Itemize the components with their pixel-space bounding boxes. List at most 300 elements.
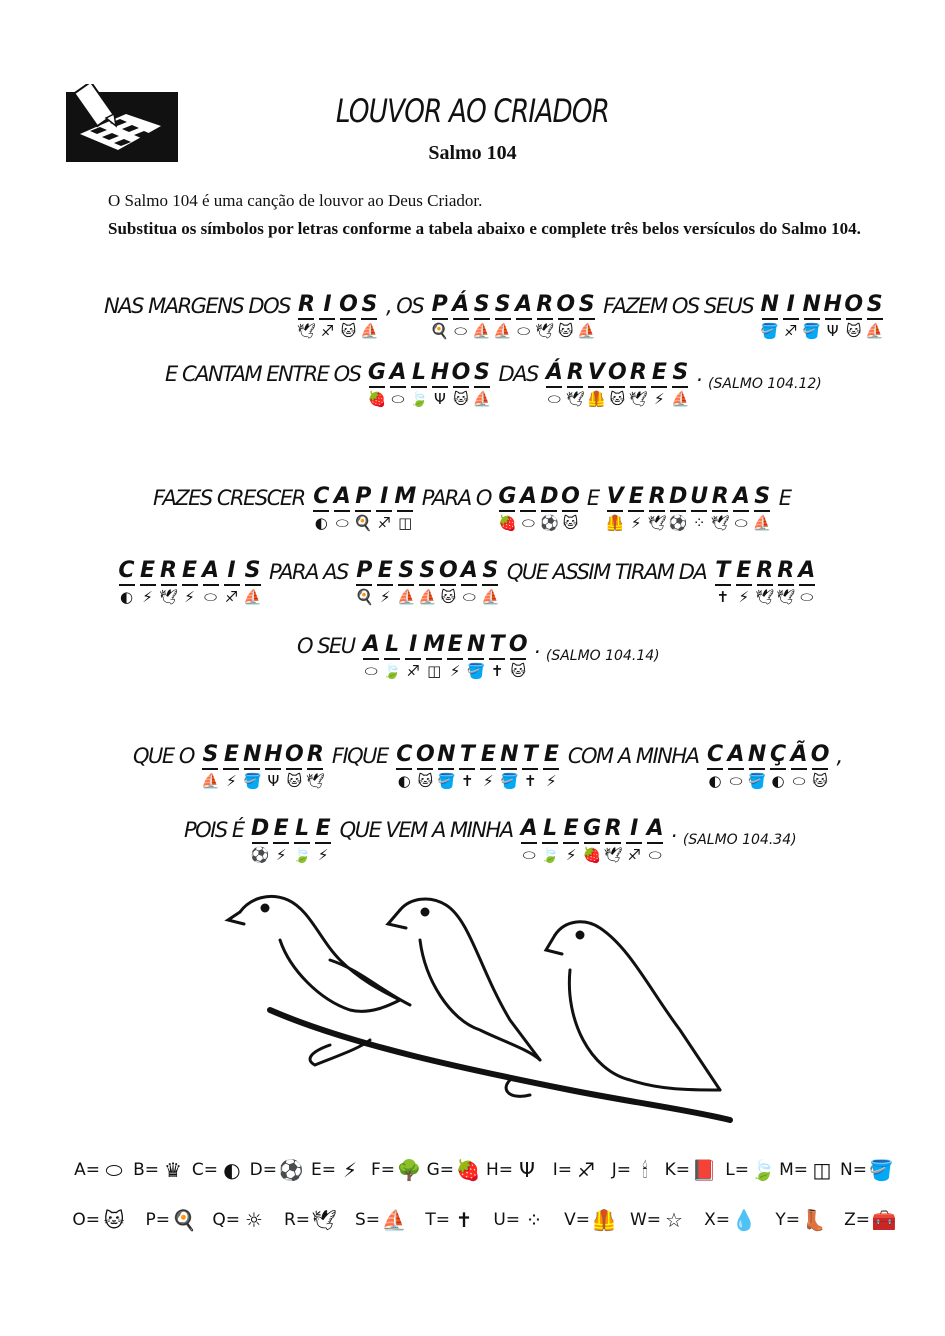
- cipher-symbol-icon: ⬭: [800, 588, 814, 606]
- cipher-word: [712, 558, 817, 606]
- answer-underline: [459, 768, 475, 770]
- cipher-letter-slot[interactable]: [471, 360, 492, 408]
- cipher-key-symbol-icon: 💧: [731, 1208, 757, 1232]
- cipher-symbol-icon: ◐: [314, 514, 328, 532]
- cipher-letter-slot[interactable]: [284, 742, 305, 790]
- cipher-symbol-icon: ⚽: [668, 514, 688, 532]
- answer-letter: E: [223, 742, 239, 767]
- cipher-key-symbol-icon: ✝: [455, 1208, 473, 1232]
- cipher-key-item: [247, 1158, 305, 1182]
- cipher-letter-slot[interactable]: [768, 742, 789, 790]
- cipher-key-item: [560, 1208, 618, 1232]
- cipher-symbol-icon: ⚡: [380, 588, 391, 606]
- cipher-letter-slot[interactable]: [520, 742, 541, 790]
- answer-letter: A: [727, 742, 745, 767]
- cipher-key-letter: H=: [485, 1160, 513, 1180]
- cipher-letter-slot[interactable]: [396, 558, 417, 606]
- answer-underline: [298, 318, 314, 320]
- cipher-symbol-icon: ⛵: [396, 588, 416, 606]
- answer-underline: [245, 584, 261, 586]
- cipher-letter-slot[interactable]: [670, 360, 691, 408]
- answer-underline: [319, 318, 335, 320]
- cipher-letter-slot[interactable]: [250, 816, 271, 864]
- cipher-key-letter: N=: [840, 1160, 867, 1180]
- answer-letter: H: [264, 742, 283, 767]
- answer-letter: N: [466, 632, 486, 657]
- cipher-letter-slot[interactable]: [508, 632, 529, 680]
- answer-underline: [419, 584, 435, 586]
- cipher-letter-slot[interactable]: [292, 816, 313, 864]
- cipher-letter-slot[interactable]: [539, 484, 560, 532]
- cipher-word: [759, 292, 885, 340]
- cipher-key-letter: V=: [564, 1210, 590, 1230]
- cipher-letter-slot[interactable]: [200, 742, 221, 790]
- cipher-symbol-icon: ⬭: [454, 322, 468, 340]
- cipher-letter-slot[interactable]: [305, 742, 326, 790]
- cipher-symbol-icon: 🕊: [535, 322, 555, 340]
- cipher-letter-slot[interactable]: [541, 742, 562, 790]
- answer-letter: R: [777, 558, 795, 583]
- cipher-key-item: [778, 1158, 836, 1182]
- verse-text: FAZES CRESCER: [153, 486, 305, 510]
- cipher-symbol-icon: ♐: [377, 514, 391, 532]
- answer-underline: [579, 318, 595, 320]
- answer-letter: O: [285, 742, 304, 767]
- cipher-symbol-icon: 🐱: [812, 772, 828, 790]
- cipher-letter-slot[interactable]: [759, 292, 780, 340]
- verse-text: .: [671, 818, 677, 842]
- cipher-letter-slot[interactable]: [429, 360, 450, 408]
- verse-text: COM A MINHA: [567, 744, 699, 768]
- cipher-letter-slot[interactable]: [478, 742, 499, 790]
- cipher-key-symbol-icon: ⬭: [105, 1158, 123, 1182]
- cipher-key-item: [280, 1208, 338, 1232]
- cipher-symbol-icon: ✝: [524, 772, 537, 790]
- cipher-symbol-icon: 🕊: [305, 772, 325, 790]
- answer-underline: [563, 842, 579, 844]
- cipher-letter-slot[interactable]: [561, 816, 582, 864]
- answer-underline: [562, 510, 578, 512]
- cipher-symbol-icon: 🐱: [845, 322, 862, 340]
- answer-letter: R: [536, 292, 554, 317]
- cipher-letter-slot[interactable]: [605, 484, 626, 532]
- answer-underline: [630, 386, 646, 388]
- cipher-symbol-icon: ◫: [398, 514, 413, 532]
- cipher-word: [116, 558, 263, 606]
- cipher-symbol-icon: 🍓: [367, 390, 387, 408]
- answer-underline: [244, 768, 260, 770]
- cipher-letter-slot[interactable]: [780, 292, 801, 340]
- cipher-letter-slot[interactable]: [576, 292, 597, 340]
- answer-letter: S: [754, 484, 771, 509]
- cipher-symbol-icon: ⛵: [360, 322, 379, 340]
- cipher-symbol-icon: 🕊: [628, 390, 648, 408]
- cipher-key-item: [188, 1158, 246, 1182]
- cipher-letter-slot[interactable]: [450, 292, 471, 340]
- cipher-word: [605, 484, 773, 532]
- answer-underline: [605, 842, 621, 844]
- cipher-letter-slot[interactable]: [296, 292, 317, 340]
- cipher-letter-slot[interactable]: [471, 292, 492, 340]
- cipher-letter-slot[interactable]: [487, 632, 508, 680]
- answer-letter: D: [669, 484, 688, 509]
- cipher-symbol-icon: ✝: [461, 772, 474, 790]
- cipher-letter-slot[interactable]: [415, 742, 436, 790]
- cipher-letter-slot[interactable]: [497, 484, 518, 532]
- cipher-key-symbol-icon: 🧰: [871, 1208, 897, 1232]
- answer-underline: [315, 842, 331, 844]
- answer-letter: A: [201, 558, 220, 583]
- cipher-symbol-icon: 🐱: [286, 772, 303, 790]
- cipher-word: [519, 816, 666, 864]
- cipher-letter-slot[interactable]: [499, 742, 520, 790]
- answer-underline: [626, 842, 642, 844]
- answer-underline: [672, 386, 688, 388]
- cipher-key-item: [490, 1208, 548, 1232]
- cipher-letter-slot[interactable]: [649, 360, 670, 408]
- cipher-letter-slot[interactable]: [626, 484, 647, 532]
- cipher-key-symbol-icon: ◐: [223, 1158, 241, 1182]
- cipher-letter-slot[interactable]: [403, 632, 424, 680]
- cipher-symbol-icon: ⚡: [449, 662, 461, 680]
- answer-letter: I: [323, 292, 332, 317]
- cipher-word: [429, 292, 597, 340]
- cipher-key-letter: P=: [145, 1210, 170, 1230]
- cipher-letter-slot[interactable]: [429, 292, 450, 340]
- cipher-symbol-icon: 🐱: [340, 322, 357, 340]
- cipher-symbol-icon: 🍃: [382, 662, 402, 680]
- cipher-symbol-icon: ⬭: [648, 846, 662, 864]
- answer-letter: R: [306, 742, 324, 767]
- answer-letter: A: [389, 360, 407, 385]
- cipher-letter-slot[interactable]: [689, 484, 710, 532]
- cipher-letter-slot[interactable]: [560, 484, 581, 532]
- cipher-letter-slot[interactable]: [705, 742, 726, 790]
- cipher-letter-slot[interactable]: [747, 742, 768, 790]
- cipher-word: [361, 632, 529, 680]
- cipher-letter-slot[interactable]: [519, 816, 540, 864]
- cipher-letter-slot[interactable]: [796, 558, 817, 606]
- cipher-letter-slot[interactable]: [382, 632, 403, 680]
- cipher-letter-slot[interactable]: [754, 558, 775, 606]
- cipher-letter-slot[interactable]: [726, 742, 747, 790]
- cipher-key-symbol-icon: 🍳: [171, 1208, 197, 1232]
- cipher-letter-slot[interactable]: [624, 816, 645, 864]
- cipher-key-symbol-icon: ⚽: [278, 1158, 304, 1182]
- answer-underline: [461, 584, 477, 586]
- answer-letter: R: [629, 360, 647, 385]
- cipher-letter-slot[interactable]: [366, 360, 387, 408]
- cipher-letter-slot[interactable]: [436, 742, 457, 790]
- cipher-letter-slot[interactable]: [311, 484, 332, 532]
- cipher-key-row-1: [70, 1158, 896, 1182]
- answer-letter: D: [251, 816, 270, 841]
- cipher-symbol-icon: ⚽: [540, 514, 559, 532]
- cipher-symbol-icon: 🍳: [353, 514, 373, 532]
- answer-letter: N: [747, 742, 767, 767]
- cipher-letter-slot[interactable]: [710, 484, 731, 532]
- cipher-letter-slot[interactable]: [647, 484, 668, 532]
- answer-letter: E: [651, 360, 667, 385]
- cipher-letter-slot[interactable]: [733, 558, 754, 606]
- answer-underline: [203, 584, 219, 586]
- answer-letter: R: [604, 816, 622, 841]
- cipher-letter-slot[interactable]: [668, 484, 689, 532]
- cipher-key-item: [424, 1158, 482, 1182]
- answer-letter: S: [244, 558, 261, 583]
- cipher-letter-slot[interactable]: [480, 558, 501, 606]
- cipher-symbol-icon: ⛵: [670, 390, 690, 408]
- cipher-symbol-icon: ⬭: [462, 588, 476, 606]
- answer-underline: [396, 768, 412, 770]
- cipher-letter-slot[interactable]: [801, 292, 822, 340]
- cipher-letter-slot[interactable]: [565, 360, 586, 408]
- answer-letter: S: [398, 558, 415, 583]
- answer-letter: I: [409, 632, 418, 657]
- cipher-letter-slot[interactable]: [586, 360, 607, 408]
- cipher-letter-slot[interactable]: [137, 558, 158, 606]
- answer-underline: [541, 510, 557, 512]
- cipher-key-item: [840, 1208, 898, 1232]
- cipher-letter-slot[interactable]: [317, 292, 338, 340]
- cipher-letter-slot[interactable]: [540, 816, 561, 864]
- answer-underline: [867, 318, 883, 320]
- cipher-symbol-icon: 🍃: [540, 846, 560, 864]
- cipher-letter-slot[interactable]: [810, 742, 831, 790]
- cipher-letter-slot[interactable]: [731, 484, 752, 532]
- answer-letter: G: [583, 816, 602, 841]
- cipher-letter-slot[interactable]: [544, 360, 565, 408]
- cipher-symbol-icon: 🕊: [755, 588, 775, 606]
- cipher-letter-slot[interactable]: [271, 816, 292, 864]
- cipher-symbol-icon: 🕊: [158, 588, 179, 606]
- cipher-letter-slot[interactable]: [221, 742, 242, 790]
- cipher-symbol-icon: 🕊: [647, 514, 667, 532]
- cipher-letter-slot[interactable]: [582, 816, 603, 864]
- answer-letter: O: [844, 292, 864, 317]
- cipher-key-letter: W=: [630, 1210, 662, 1230]
- cipher-letter-slot[interactable]: [457, 742, 478, 790]
- cipher-key-letter: A=: [74, 1160, 100, 1180]
- verse-text: E: [778, 486, 791, 510]
- cipher-key-symbol-icon: 🐱: [103, 1208, 125, 1232]
- cipher-letter-slot[interactable]: [603, 816, 624, 864]
- answer-letter: I: [786, 292, 795, 317]
- cipher-letter-slot[interactable]: [445, 632, 466, 680]
- cipher-letter-slot[interactable]: [628, 360, 649, 408]
- cipher-letter-slot[interactable]: [417, 558, 438, 606]
- answer-underline: [537, 318, 553, 320]
- cipher-letter-slot[interactable]: [752, 484, 773, 532]
- cipher-letter-slot[interactable]: [466, 632, 487, 680]
- cipher-letter-slot[interactable]: [394, 742, 415, 790]
- cipher-letter-slot[interactable]: [338, 292, 359, 340]
- cipher-key-symbol-icon: 🪣: [868, 1158, 894, 1182]
- cipher-letter-slot[interactable]: [534, 292, 555, 340]
- cipher-key-symbol-icon: ♐: [577, 1158, 595, 1182]
- cipher-key-symbol-icon: 🕊: [311, 1208, 337, 1232]
- cipher-key-item: [210, 1208, 268, 1232]
- cipher-letter-slot[interactable]: [375, 558, 396, 606]
- cipher-symbol-icon: ♐: [406, 662, 420, 680]
- cipher-letter-slot[interactable]: [374, 484, 395, 532]
- cipher-letter-slot[interactable]: [158, 558, 179, 606]
- cipher-symbol-icon: 🦺: [605, 514, 625, 532]
- cipher-letter-slot[interactable]: [263, 742, 284, 790]
- answer-underline: [361, 318, 377, 320]
- cipher-letter-slot[interactable]: [459, 558, 480, 606]
- cipher-symbol-icon: 🕊: [565, 390, 585, 408]
- verse-line: [153, 484, 790, 532]
- answer-letter: O: [451, 360, 471, 385]
- cipher-symbol-icon: 🕊: [603, 846, 623, 864]
- verse-text: E CANTAM ENTRE OS: [165, 362, 361, 386]
- answer-underline: [426, 658, 442, 660]
- answer-underline: [749, 768, 765, 770]
- cipher-letter-slot[interactable]: [555, 292, 576, 340]
- cipher-letter-slot[interactable]: [359, 292, 380, 340]
- cipher-symbol-icon: ✝: [490, 662, 504, 680]
- cipher-key-letter: S=: [354, 1210, 380, 1230]
- cipher-word: [366, 360, 492, 408]
- answer-letter: I: [227, 558, 236, 583]
- cipher-symbol-icon: Ψ: [434, 390, 446, 408]
- cipher-symbol-icon: ⬭: [792, 772, 806, 790]
- answer-letter: S: [474, 360, 490, 385]
- cipher-key-item: [129, 1158, 187, 1182]
- cipher-letter-slot[interactable]: [242, 742, 263, 790]
- answer-letter: N: [760, 292, 779, 317]
- cipher-letter-slot[interactable]: [438, 558, 459, 606]
- cipher-key-letter: L=: [725, 1160, 749, 1180]
- cipher-key-letter: Y=: [775, 1210, 800, 1230]
- answer-letter: U: [690, 484, 709, 509]
- answer-letter: I: [630, 816, 639, 841]
- answer-letter: S: [473, 292, 490, 317]
- answer-letter: Á: [452, 292, 470, 317]
- cipher-key-symbol-icon: ⁘: [525, 1208, 543, 1232]
- answer-letter: E: [563, 816, 579, 841]
- answer-underline: [846, 318, 862, 320]
- answer-letter: H: [430, 360, 450, 385]
- answer-underline: [417, 768, 433, 770]
- cipher-letter-slot[interactable]: [607, 360, 628, 408]
- answer-letter: E: [315, 816, 331, 841]
- answer-letter: O: [415, 742, 435, 767]
- answer-underline: [510, 658, 526, 660]
- cipher-symbol-icon: ◫: [427, 662, 442, 680]
- cipher-symbol-icon: ⬭: [547, 390, 561, 408]
- answer-underline: [273, 842, 289, 844]
- cipher-letter-slot[interactable]: [843, 292, 864, 340]
- cipher-letter-slot[interactable]: [864, 292, 885, 340]
- cipher-letter-slot[interactable]: [332, 484, 353, 532]
- answer-underline: [355, 510, 371, 512]
- answer-letter: C: [396, 742, 413, 767]
- cipher-symbol-icon: ⛵: [493, 322, 513, 340]
- cipher-letter-slot[interactable]: [513, 292, 534, 340]
- cipher-letter-slot[interactable]: [313, 816, 334, 864]
- answer-letter: R: [297, 292, 315, 317]
- cipher-symbol-icon: ♐: [320, 322, 335, 340]
- answer-underline: [438, 768, 454, 770]
- answer-letter: O: [561, 484, 580, 509]
- answer-letter: L: [295, 816, 310, 841]
- cipher-symbol-icon: ⚽: [250, 846, 270, 864]
- answer-letter: T: [459, 742, 475, 767]
- cipher-letter-slot[interactable]: [789, 742, 810, 790]
- cipher-key-symbol-icon: ◫: [812, 1158, 832, 1182]
- answer-underline: [265, 768, 281, 770]
- cipher-word: [354, 558, 501, 606]
- instructions-text: Substitua os símbolos por letras conforme a tabela abaixo e complete três belos versículos do Salmo 104.: [108, 219, 861, 238]
- cipher-letter-slot[interactable]: [361, 632, 382, 680]
- cipher-letter-slot[interactable]: [424, 632, 445, 680]
- answer-letter: A: [732, 484, 750, 509]
- cipher-letter-slot[interactable]: [179, 558, 200, 606]
- cipher-letter-slot[interactable]: [354, 558, 375, 606]
- cipher-symbol-icon: 🍃: [292, 846, 312, 864]
- cipher-key-item: [719, 1158, 777, 1182]
- cipher-symbol-icon: ⛵: [865, 322, 885, 340]
- answer-letter: C: [706, 742, 724, 767]
- cipher-symbol-icon: 🕊: [296, 322, 316, 340]
- cipher-letter-slot[interactable]: [822, 292, 843, 340]
- cipher-letter-slot[interactable]: [645, 816, 666, 864]
- cipher-letter-slot[interactable]: [775, 558, 796, 606]
- answer-letter: I: [380, 484, 389, 509]
- answer-underline: [398, 584, 414, 586]
- cipher-key-letter: M=: [779, 1160, 808, 1180]
- cipher-letter-slot[interactable]: [518, 484, 539, 532]
- cipher-key-symbol-icon: 🍓: [455, 1158, 481, 1182]
- intro-text: O Salmo 104 é uma canção de louvor ao Deus Criador.: [108, 191, 483, 210]
- cipher-symbol-icon: ⬭: [517, 322, 531, 340]
- cipher-key-item: [70, 1208, 128, 1232]
- answer-letter: O: [556, 292, 576, 317]
- cipher-key-letter: I=: [552, 1160, 572, 1180]
- verse-text: QUE VEM A MINHA: [339, 818, 513, 842]
- cipher-letter-slot[interactable]: [353, 484, 374, 532]
- cipher-letter-slot[interactable]: [200, 558, 221, 606]
- answer-underline: [453, 386, 469, 388]
- answer-letter: L: [385, 632, 400, 657]
- answer-underline: [791, 768, 807, 770]
- cipher-letter-slot[interactable]: [450, 360, 471, 408]
- cipher-symbol-icon: ⚡: [630, 514, 642, 532]
- cipher-key-symbol-icon: Ψ: [519, 1158, 535, 1182]
- cipher-letter-slot[interactable]: [387, 360, 408, 408]
- answer-letter: S: [578, 292, 595, 317]
- cipher-letter-slot[interactable]: [116, 558, 137, 606]
- cipher-letter-slot[interactable]: [221, 558, 242, 606]
- answer-underline: [728, 768, 744, 770]
- cipher-letter-slot[interactable]: [408, 360, 429, 408]
- cipher-symbol-icon: ⬭: [522, 846, 536, 864]
- cipher-symbol-icon: 🪣: [499, 772, 519, 790]
- verse-text: PARA O: [421, 486, 491, 510]
- cipher-symbol-icon: 🐱: [557, 322, 574, 340]
- cipher-symbol-icon: ⛵: [577, 322, 597, 340]
- cipher-letter-slot[interactable]: [712, 558, 733, 606]
- cipher-key-item: [601, 1158, 659, 1182]
- verse-text: FAZEM OS SEUS: [603, 294, 754, 318]
- cipher-letter-slot[interactable]: [242, 558, 263, 606]
- cipher-letter-slot[interactable]: [492, 292, 513, 340]
- answer-underline: [432, 386, 448, 388]
- cipher-letter-slot[interactable]: [395, 484, 416, 532]
- cipher-symbol-icon: Ψ: [267, 772, 280, 790]
